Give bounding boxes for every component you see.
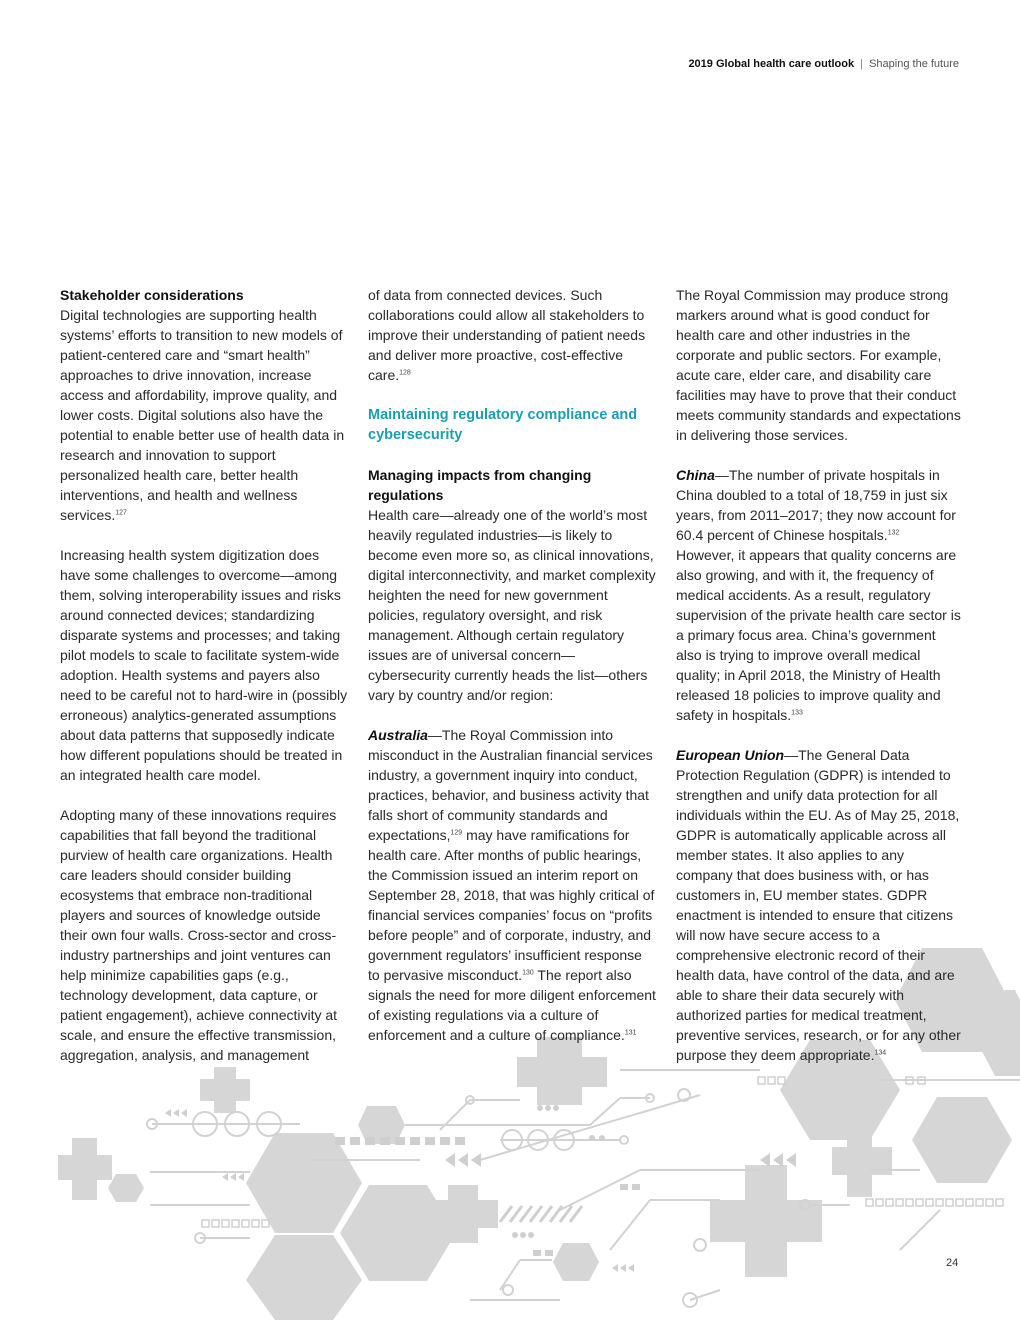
collaboration-paragraph xyxy=(368,285,656,385)
column-2 xyxy=(368,285,656,1045)
eu-paragraph xyxy=(676,745,961,1065)
header-title: 2019 Global health care outlook xyxy=(688,58,855,70)
paragraph-text: may have ramifications for health care. After months of public hearings, the Commission issued an interim report on September 28, 2018, that was highly critical of financial services companies’ focus on “profits before people” and of corporate, industry, and government regulators’ insufficient response to pervasive misconduct. xyxy=(368,827,655,983)
china-label: China xyxy=(676,467,715,483)
footnote-ref: 130 xyxy=(522,969,534,977)
footnote-ref: 134 xyxy=(874,1049,887,1057)
footnote-ref: 131 xyxy=(624,1029,637,1037)
running-header xyxy=(688,58,959,70)
column-3 xyxy=(676,285,961,1065)
paragraph-text: However, it appears that quality concerns are also growing, and with it, the frequency of medical accidents. As a result, regulatory supervision of the private health care sector is a primary focus area. China’s government also is trying to improve overall medical quality; in April 2018, the Ministry of Health released 18 policies to improve quality and safety in hospitals. xyxy=(676,547,961,723)
stakeholder-heading: Stakeholder considerations xyxy=(60,287,244,303)
subheading-regulations: Managing impacts from changing regulations xyxy=(368,467,592,503)
column-1 xyxy=(60,285,348,1065)
royal-commission-paragraph: The Royal Commission may produce strong markers around what is good conduct for health care and other industries in the corporate and public sectors. For example, acute care, elder care, and disability care facilities may have to prove that their conduct meets community standards and expectations in delivering those services. xyxy=(676,287,961,443)
stakeholder-paragraph-2: Increasing health system digitization does have some challenges to overcome—among them, solving interoperability issues and risks around connected devices; standardizing disparate systems and processes; and taking pilot models to scale to facilitate system-wide adoption. Health systems and payers also need to be careful not to hard-wire in (possibly erroneous) analytics-generated assumptions about data patterns that supposedly indicate how different populations should be treated in an integrated health care model. xyxy=(60,547,348,783)
paragraph-text: Digital technologies are supporting health systems’ efforts to transition to new models of patient-centered care and “smart health” approaches to drive innovation, increase access and affordability, improve quality, and lower costs. Digital solutions also have the potential to enable better use of health data in research and innovation to support personalized health care, better health interventions, and health and wellness services. xyxy=(60,307,345,523)
china-paragraph xyxy=(676,465,961,725)
stakeholder-paragraph-1 xyxy=(60,305,348,525)
header-subtitle: Shaping the future xyxy=(869,58,959,70)
eu-label: European Union xyxy=(676,747,785,763)
page-number: 24 xyxy=(946,1257,959,1269)
footnote-ref: 132 xyxy=(887,529,900,537)
footnote-ref: 127 xyxy=(115,509,127,517)
footnote-ref: 129 xyxy=(450,829,463,837)
paragraph-text: —The Royal Commission into misconduct in the Australian financial services industry, a government inquiry into conduct, practices, behavior, and business activity that falls short of community standards and expectations, xyxy=(368,727,653,843)
footnote-ref: 128 xyxy=(399,369,411,377)
header-separator: | xyxy=(860,58,864,70)
paragraph-text: —The General Data Protection Regulation (GDPR) is intended to strengthen and unify data protection for all individuals within the EU. As of May 25, 2018, GDPR is automatically applicable across all member states. It also applies to any company that does business with, or has customers in, EU member states. GDPR enactment is intended to ensure that citizens will now have secure access to a comprehensive electronic record of their health data, have control of the data, and are able to share their data securely with authorized parties for medical treatment, preventive services, research, or for any other purpose they deem appropriate. xyxy=(676,747,961,1063)
australia-paragraph xyxy=(368,725,656,1045)
paragraph-text: of data from connected devices. Such collaborations could allow all stakeholders to improve their understanding of patient needs and deliver more proactive, cost-effective care. xyxy=(368,287,646,383)
regulation-paragraph: Health care—already one of the world’s most heavily regulated industries—is likely to become even more so, as clinical innovations, digital interconnectivity, and market complexity heighten the need for new government policies, regulatory oversight, and risk management. Although certain regulatory issues are of universal concern—cybersecurity currently heads the list—others vary by country and/or region: xyxy=(368,507,656,703)
section-heading-regulatory: Maintaining regulatory compliance and cybersecurity xyxy=(368,407,638,443)
australia-label: Australia xyxy=(368,727,428,743)
paragraph-text: —The number of private hospitals in China doubled to a total of 18,759 in just six years, from 2011–2017; they now account for 60.4 percent of Chinese hospitals. xyxy=(676,467,956,543)
footnote-ref: 133 xyxy=(791,709,803,717)
stakeholder-paragraph-3: Adopting many of these innovations requires capabilities that fall beyond the traditional purview of health care organizations. Health care leaders should consider building ecosystems that embrace non-traditional players and sources of knowledge outside their own four walls. Cross-sector and cross-industry partnerships and joint ventures can help minimize capabilities gaps (e.g., technology development, data capture, or patient engagement), achieve connectivity at scale, and ensure the effective transmission, aggregation, analysis, and management xyxy=(60,807,338,1063)
paragraph-text: The report also signals the need for more diligent enforcement of existing regulations via a culture of enforcement and a culture of compliance. xyxy=(368,967,656,1043)
